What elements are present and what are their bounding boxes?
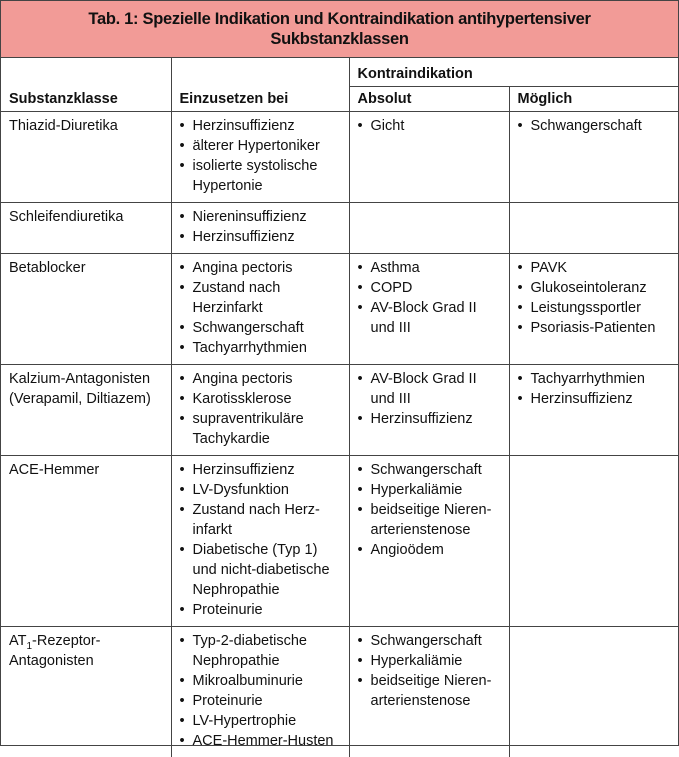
table-row	[1, 365, 678, 456]
list-item: • Hyperkaliämie	[358, 651, 505, 671]
header-indication: Einzusetzen bei	[171, 58, 349, 112]
list-item: • Herzinsuffizienz	[180, 460, 345, 480]
list-item: • Mikroalbuminurie	[180, 671, 345, 691]
list-item: • Proteinurie	[180, 600, 345, 620]
list-item: • LV-Hypertrophie	[180, 711, 345, 731]
list-item: • ACE-Hemmer-Husten	[180, 731, 345, 751]
list-item: • Schwangerschaft	[518, 116, 675, 136]
indication-cell	[171, 627, 349, 757]
possible-cell	[509, 254, 678, 365]
list-item: • Angioödem	[358, 540, 505, 560]
list-item: • Zustand nach Herz-infarkt	[180, 500, 345, 540]
absolute-cell	[349, 254, 509, 365]
list-item: • PAVK	[518, 258, 675, 278]
header-possible: Möglich	[509, 87, 678, 112]
substance-name-subscript: 1	[26, 641, 32, 652]
list-item: • Zustand nach Herzinfarkt	[180, 278, 345, 318]
substance-name: Betablocker	[1, 254, 171, 365]
list-item: • Tachyarrhythmien	[518, 369, 675, 389]
list-item: • Niereninsuffizienz	[180, 207, 345, 227]
list-item: • Karotissklerose	[180, 389, 345, 409]
list-item: • isolierte systolische Hypertonie	[180, 156, 345, 196]
list-item: • Schwangerschaft	[180, 318, 345, 338]
header-substance: Substanzklasse	[1, 58, 171, 112]
list-item: • AV-Block Grad II und III	[358, 369, 505, 409]
possible-cell	[509, 456, 678, 627]
table-row	[1, 254, 678, 365]
list-item: • Schwangerschaft	[358, 460, 505, 480]
substance-name: Kalzium-Antagonisten (Verapamil, Diltiazem)	[1, 365, 171, 456]
list-item: • Herzinsuffizienz	[180, 116, 345, 136]
list-item: • AV-Block Grad II und III	[358, 298, 505, 338]
possible-cell	[509, 203, 678, 254]
list-item: • LV-Dysfunktion	[180, 480, 345, 500]
list-item: • beidseitige Nieren-arterienstenose	[358, 500, 505, 540]
absolute-cell	[349, 112, 509, 203]
indication-table	[1, 58, 678, 757]
table-row	[1, 203, 678, 254]
list-item: • Herzinsuffizienz	[180, 227, 345, 247]
table-row	[1, 112, 678, 203]
list-item: • Psoriasis-Patienten	[518, 318, 675, 338]
table-row	[1, 456, 678, 627]
list-item: • Herzinsuffizienz	[518, 389, 675, 409]
absolute-cell	[349, 627, 509, 757]
indication-cell	[171, 254, 349, 365]
absolute-cell	[349, 203, 509, 254]
indication-cell	[171, 456, 349, 627]
list-item: • Asthma	[358, 258, 505, 278]
list-item: • supraventrikuläre Tachykardie	[180, 409, 345, 449]
list-item: • Herzinsuffizienz	[358, 409, 505, 429]
list-item: • Gicht	[358, 116, 505, 136]
substance-name: Schleifendiuretika	[1, 203, 171, 254]
list-item: • Glukoseintoleranz	[518, 278, 675, 298]
substance-name: Thiazid-Diuretika	[1, 112, 171, 203]
header-absolute: Absolut	[349, 87, 509, 112]
substance-name	[1, 627, 171, 757]
substance-name: ACE-Hemmer	[1, 456, 171, 627]
list-item: • Proteinurie	[180, 691, 345, 711]
list-item: • Diabetische (Typ 1) und nicht-diabetische Nephropathie	[180, 540, 345, 600]
list-item: • beidseitige Nieren-arterienstenose	[358, 671, 505, 711]
list-item: • COPD	[358, 278, 505, 298]
list-item: • Angina pectoris	[180, 258, 345, 278]
table-caption: Tab. 1: Spezielle Indikation und Kontraindikation antihypertensiver Sukbstanzklassen	[1, 1, 678, 58]
possible-cell	[509, 112, 678, 203]
header-contraindication: Kontraindikation	[349, 58, 678, 87]
list-item: • Angina pectoris	[180, 369, 345, 389]
indication-cell	[171, 365, 349, 456]
substance-name-suffix: -Rezeptor-Antagonisten	[9, 633, 101, 669]
absolute-cell	[349, 365, 509, 456]
list-item: • Typ-2-diabetische Nephropathie	[180, 631, 345, 671]
list-item: • älterer Hypertoniker	[180, 136, 345, 156]
table-row	[1, 627, 678, 757]
list-item: • Schwangerschaft	[358, 631, 505, 651]
substance-name-prefix: AT	[9, 633, 26, 649]
list-item: • Leistungssportler	[518, 298, 675, 318]
absolute-cell	[349, 456, 509, 627]
possible-cell	[509, 365, 678, 456]
indication-cell	[171, 112, 349, 203]
list-item: • Tachyarrhythmien	[180, 338, 345, 358]
possible-cell	[509, 627, 678, 757]
list-item: • Hyperkaliämie	[358, 480, 505, 500]
indication-cell	[171, 203, 349, 254]
